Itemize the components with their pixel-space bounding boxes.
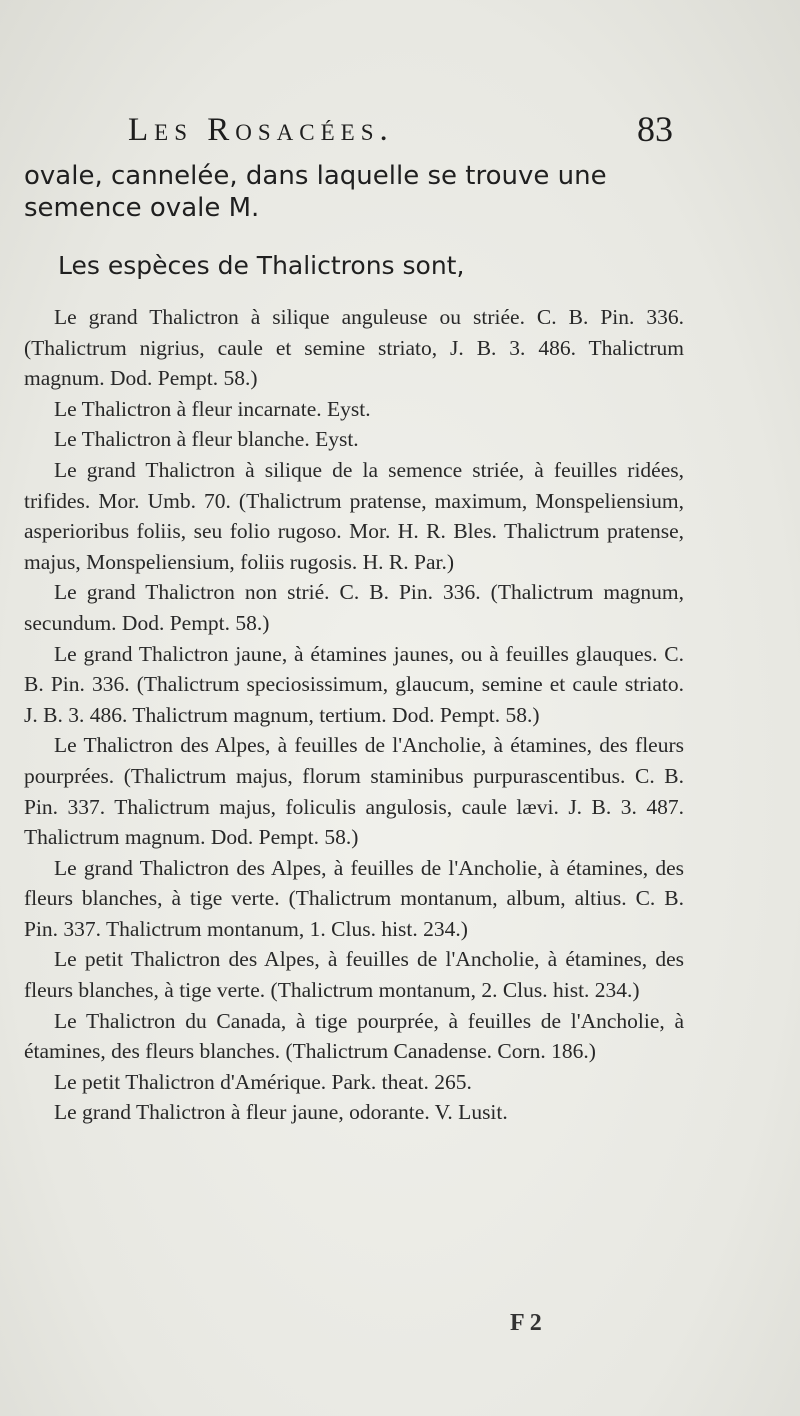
page-header xyxy=(128,108,673,148)
species-entry: Le Thalictron du Canada, à tige pourprée, à feuilles de l'Ancholie, à étamines, des fleurs blanches. (Thalictrum Canadense. Corn. 186.) xyxy=(24,1008,684,1064)
species-entry: Le grand Thalictron à silique de la semence striée, à feuilles ridées, trifides. Mor. Umb. 70. (Thalictrum pratense, maximum, Monspeliensium, asperioribus foliis, seu folio rugoso. Mor. H. R. Bles. Thalictrum pratense, majus, Monspeliensium, foliis rugosis. H. R. Par.) xyxy=(24,457,684,574)
species-entry: Le grand Thalictron jaune, à étamines jaunes, ou à feuilles glauques. C. B. Pin. 336. (Thalictrum speciosissimum, glaucum, semine et caule striato. J. B. 3. 486. Thalictrum magnum, tertium. Dod. Pempt. 58.) xyxy=(24,641,684,727)
species-entry: Le grand Thalictron non strié. C. B. Pin. 336. (Thalictrum magnum, secundum. Dod. Pempt. 58.) xyxy=(24,580,684,635)
section-heading: Les espèces de Thalictrons sont, xyxy=(58,251,465,280)
species-entry: Le grand Thalictron à silique anguleuse ou striée. C. B. Pin. 336. (Thalictrum nigrius, caule et semine striato, J. B. 3. 486. Thalictrum magnum. Dod. Pempt. 58.) xyxy=(24,305,684,391)
page-body xyxy=(24,160,684,1128)
species-entry: Le petit Thalictron d'Amérique. Park. theat. 265. xyxy=(54,1069,472,1094)
species-entry: Le grand Thalictron des Alpes, à feuilles de l'Ancholie, à étamines, des fleurs blanches, à tige verte. (Thalictrum montanum, album, altius. C. B. Pin. 337. Thalictrum montanum, 1. Clus. hist. 234.) xyxy=(24,855,684,941)
species-entry: Le petit Thalictron des Alpes, à feuilles de l'Ancholie, à étamines, des fleurs blanches, à tige verte. (Thalictrum montanum, 2. Clus. hist. 234.) xyxy=(24,947,684,1003)
species-list xyxy=(24,302,684,1128)
running-title: Les Rosacées. xyxy=(128,112,394,148)
species-entry: Le Thalictron des Alpes, à feuilles de l'Ancholie, à étamines, des fleurs pourprées. (Thalictrum majus, florum staminibus purpurascentibus. C. B. Pin. 337. Thalictrum majus, foliculis angulosis, caule lævi. J. B. 3. 487. Thalictrum magnum. Dod. Pempt. 58.) xyxy=(24,733,684,850)
page-number: 83 xyxy=(637,109,673,149)
signature-mark: F 2 xyxy=(510,1310,542,1336)
species-entry: Le grand Thalictron à fleur jaune, odorante. V. Lusit. xyxy=(54,1100,508,1125)
species-entry: Le Thalictron à fleur incarnate. Eyst. xyxy=(54,396,371,421)
species-entry: Le Thalictron à fleur blanche. Eyst. xyxy=(54,427,359,452)
opening-paragraph: ovale, cannelée, dans laquelle se trouve une semence ovale M. xyxy=(24,161,607,223)
